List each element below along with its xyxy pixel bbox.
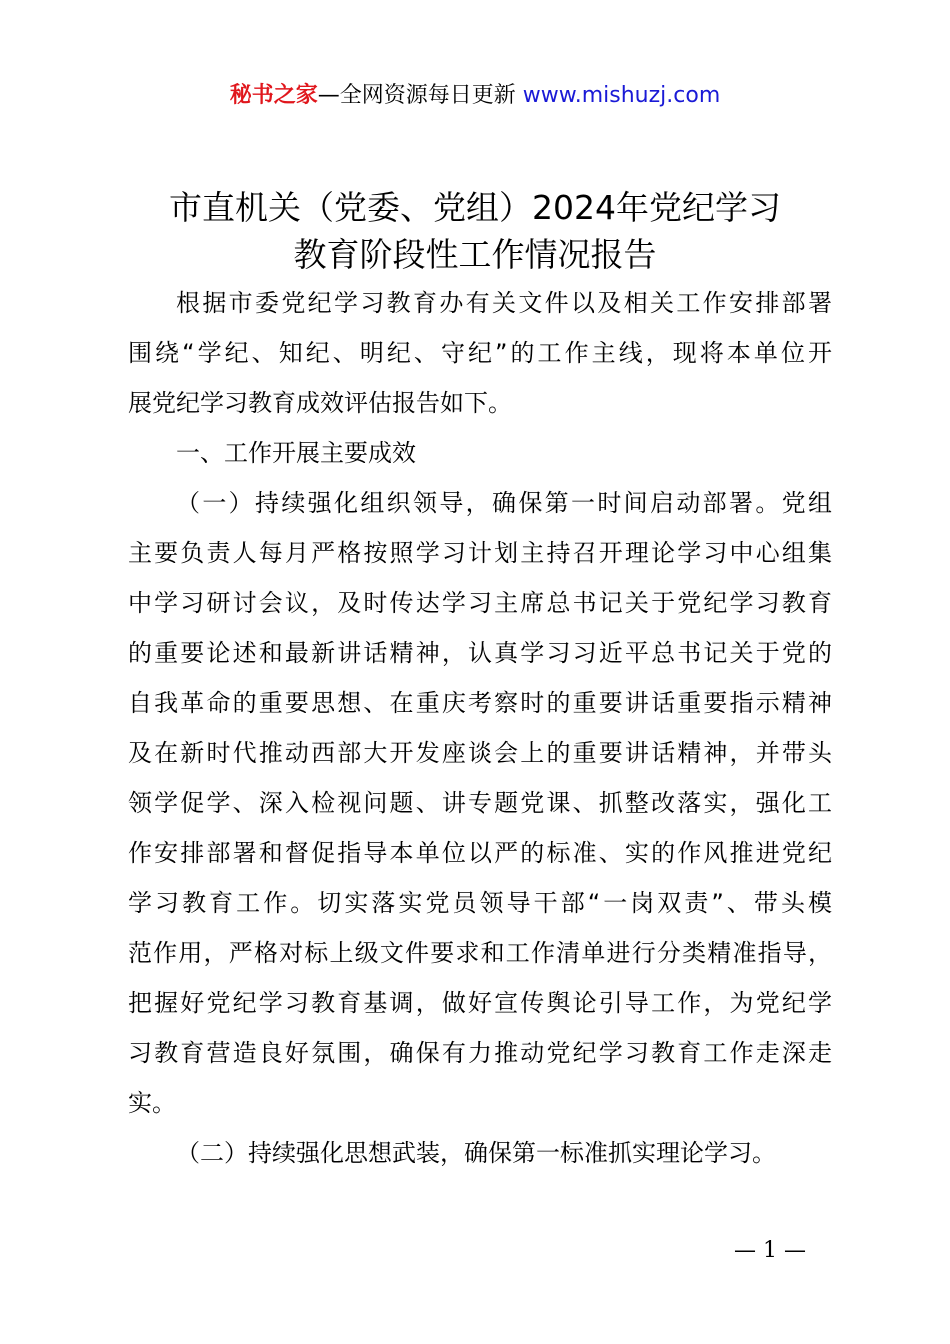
body-line: 领学促学、深入检视问题、讲专题党课、抓整改落实，强化工 bbox=[128, 789, 832, 817]
section-heading: 一、工作开展主要成效 bbox=[176, 439, 416, 467]
site-url-link[interactable]: www.mishuzj.com bbox=[522, 83, 721, 108]
document-body bbox=[128, 278, 832, 1178]
body-line: 作安排部署和督促指导本单位以严的标准、实的作风推进党纪 bbox=[128, 839, 832, 867]
body-line: 根据市委党纪学习教育办有关文件以及相关工作安排部署 bbox=[176, 289, 832, 317]
body-line: 实。 bbox=[128, 1089, 176, 1117]
body-line: 围绕“学纪、知纪、明纪、守纪”的工作主线，现将本单位开 bbox=[128, 339, 832, 367]
header-slogan: —全网资源每日更新 bbox=[317, 83, 523, 108]
site-header bbox=[0, 80, 950, 112]
body-line: 习教育营造良好氛围，确保有力推动党纪学习教育工作走深走 bbox=[128, 1039, 832, 1067]
body-line: 把握好党纪学习教育基调，做好宣传舆论引导工作，为党纪学 bbox=[128, 989, 832, 1017]
body-line: 主要负责人每月严格按照学习计划主持召开理论学习中心组集 bbox=[128, 539, 832, 567]
document-title-line-1: 市直机关（党委、党组）2024年党纪学习 bbox=[169, 188, 781, 227]
page-number: — 1 — bbox=[734, 1238, 806, 1263]
document-title-line-2: 教育阶段性工作情况报告 bbox=[293, 235, 657, 274]
subsection-heading-line: （一）持续强化组织领导，确保第一时间启动部署。党组 bbox=[176, 489, 832, 517]
subsection-heading-line: （二）持续强化思想武装，确保第一标准抓实理论学习。 bbox=[176, 1139, 776, 1167]
body-line: 自我革命的重要思想、在重庆考察时的重要讲话重要指示精神 bbox=[128, 689, 832, 717]
brand-name: 秘书之家 bbox=[229, 83, 318, 108]
body-line: 展党纪学习教育成效评估报告如下。 bbox=[128, 389, 512, 417]
body-line: 范作用，严格对标上级文件要求和工作清单进行分类精准指导， bbox=[128, 939, 832, 967]
body-line: 中学习研讨会议，及时传达学习主席总书记关于党纪学习教育 bbox=[128, 589, 832, 617]
body-line: 的重要论述和最新讲话精神，认真学习习近平总书记关于党的 bbox=[128, 639, 832, 667]
body-line: 学习教育工作。切实落实党员领导干部“一岗双责”、带头模 bbox=[128, 889, 832, 917]
body-line: 及在新时代推动西部大开发座谈会上的重要讲话精神，并带头 bbox=[128, 739, 832, 767]
